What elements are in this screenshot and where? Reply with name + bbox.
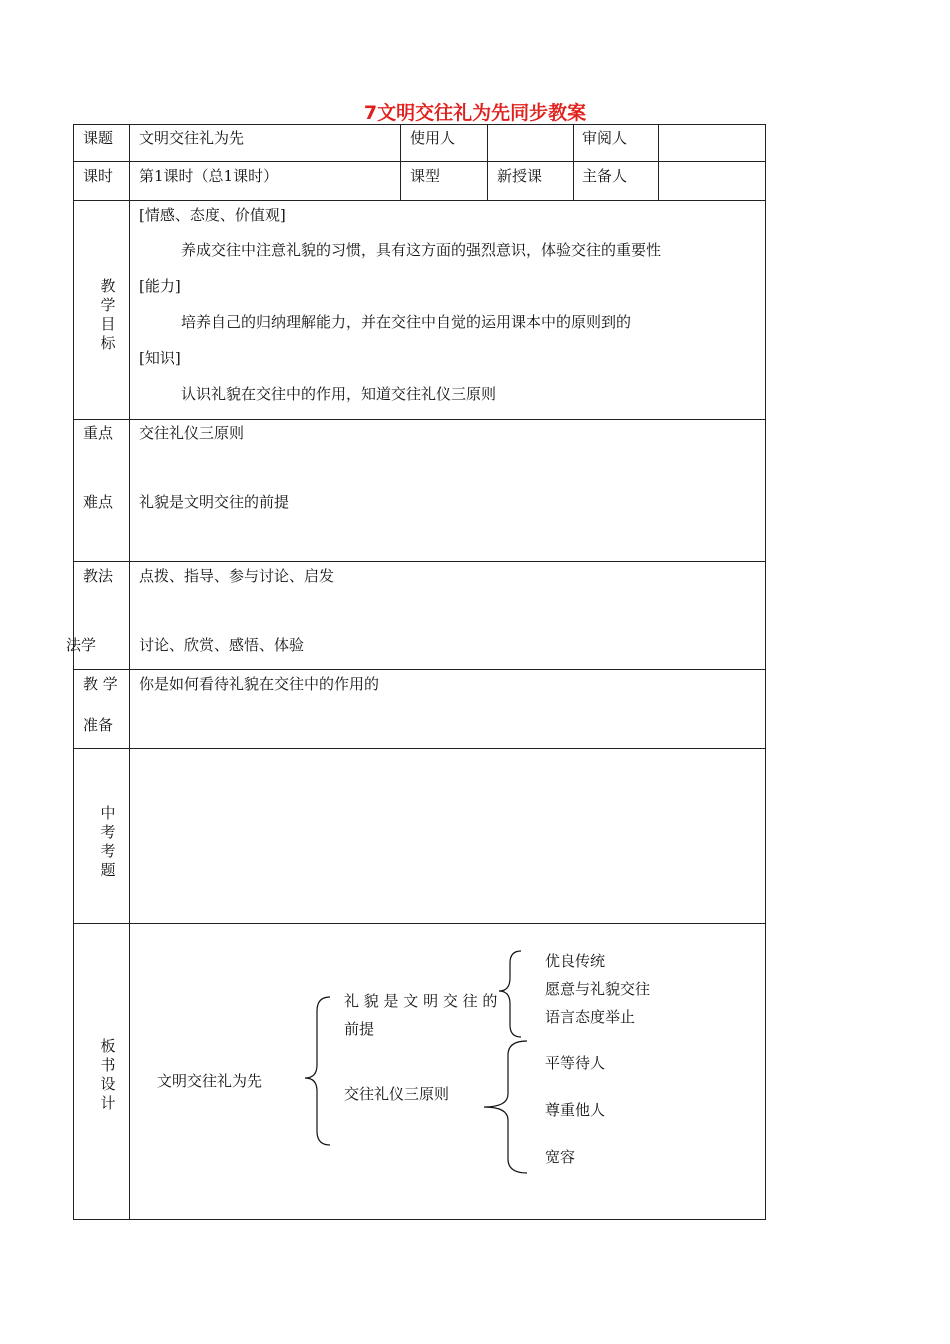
- page-title: 7文明交往礼为先同步教案: [363, 102, 587, 124]
- objectives-label: 教学目标: [100, 277, 116, 352]
- difficult-label: 难点: [83, 493, 114, 511]
- emotion-text: 养成交往中注意礼貌的习惯，具有这方面的强烈意识，体验交往的重要性: [181, 241, 662, 259]
- board-branch1-line2: 前提: [344, 1020, 375, 1038]
- ability-text: 培养自己的归纳理解能力，并在交往中自觉的运用课本中的原则: [181, 313, 602, 331]
- branch2-brace: [484, 1041, 527, 1173]
- branch1-brace: [499, 951, 521, 1037]
- difficult-text: 礼貌是文明交往的前提: [139, 493, 290, 511]
- learning-method-text: 讨论、欣赏、感悟、体验: [139, 636, 305, 654]
- topic-value: 文明交往礼为先: [139, 129, 245, 147]
- preparer-label: 主备人: [582, 167, 628, 185]
- root-brace: [305, 997, 330, 1145]
- board-branch2: 交往礼仪三原则: [344, 1085, 450, 1103]
- type-label: 课型: [410, 167, 441, 185]
- board-branch2-item: 宽容: [545, 1148, 576, 1166]
- reviewer-label: 审阅人: [582, 129, 628, 147]
- preparation-label-line1: 教 学: [83, 675, 118, 693]
- ability-overlap-text: 到的: [601, 313, 632, 331]
- board-branch1-line1: 礼 貌 是 文 明 交 往 的: [344, 992, 498, 1010]
- emotion-heading: [情感、态度、价值观]: [139, 206, 286, 224]
- preparation-text: 你是如何看待礼貌在交往中的作用的: [139, 675, 380, 693]
- key-text: 交往礼仪三原则: [139, 424, 245, 442]
- topic-label: 课题: [83, 129, 114, 147]
- board-branch2-item: 平等待人: [545, 1054, 606, 1072]
- board-label: 板书设计: [100, 1037, 116, 1112]
- teaching-method-label: 教法: [83, 567, 114, 585]
- exam-label: 中考考题: [100, 804, 116, 879]
- user-label: 使用人: [410, 129, 456, 147]
- board-branch2-item: 尊重他人: [545, 1101, 606, 1119]
- period-value: 第1课时（总1课时）: [139, 167, 279, 185]
- board-branch1-item: 语言态度举止: [545, 1008, 636, 1026]
- teaching-method-text: 点拨、指导、参与讨论、启发: [139, 567, 335, 585]
- learning-method-label: 法学: [66, 636, 97, 654]
- period-label: 课时: [83, 167, 114, 185]
- knowledge-heading: [知识]: [139, 349, 181, 367]
- key-label: 重点: [83, 424, 114, 442]
- board-root: 文明交往礼为先: [157, 1072, 263, 1090]
- knowledge-text: 认识礼貌在交往中的作用，知道交往礼仪三原则: [181, 385, 497, 403]
- board-branch1-item: 愿意与礼貌交往: [545, 980, 651, 998]
- preparation-label-line2: 准备: [83, 716, 114, 734]
- type-value: 新授课: [497, 167, 543, 185]
- ability-heading: [能力]: [139, 277, 181, 295]
- board-branch1-item: 优良传统: [545, 952, 606, 970]
